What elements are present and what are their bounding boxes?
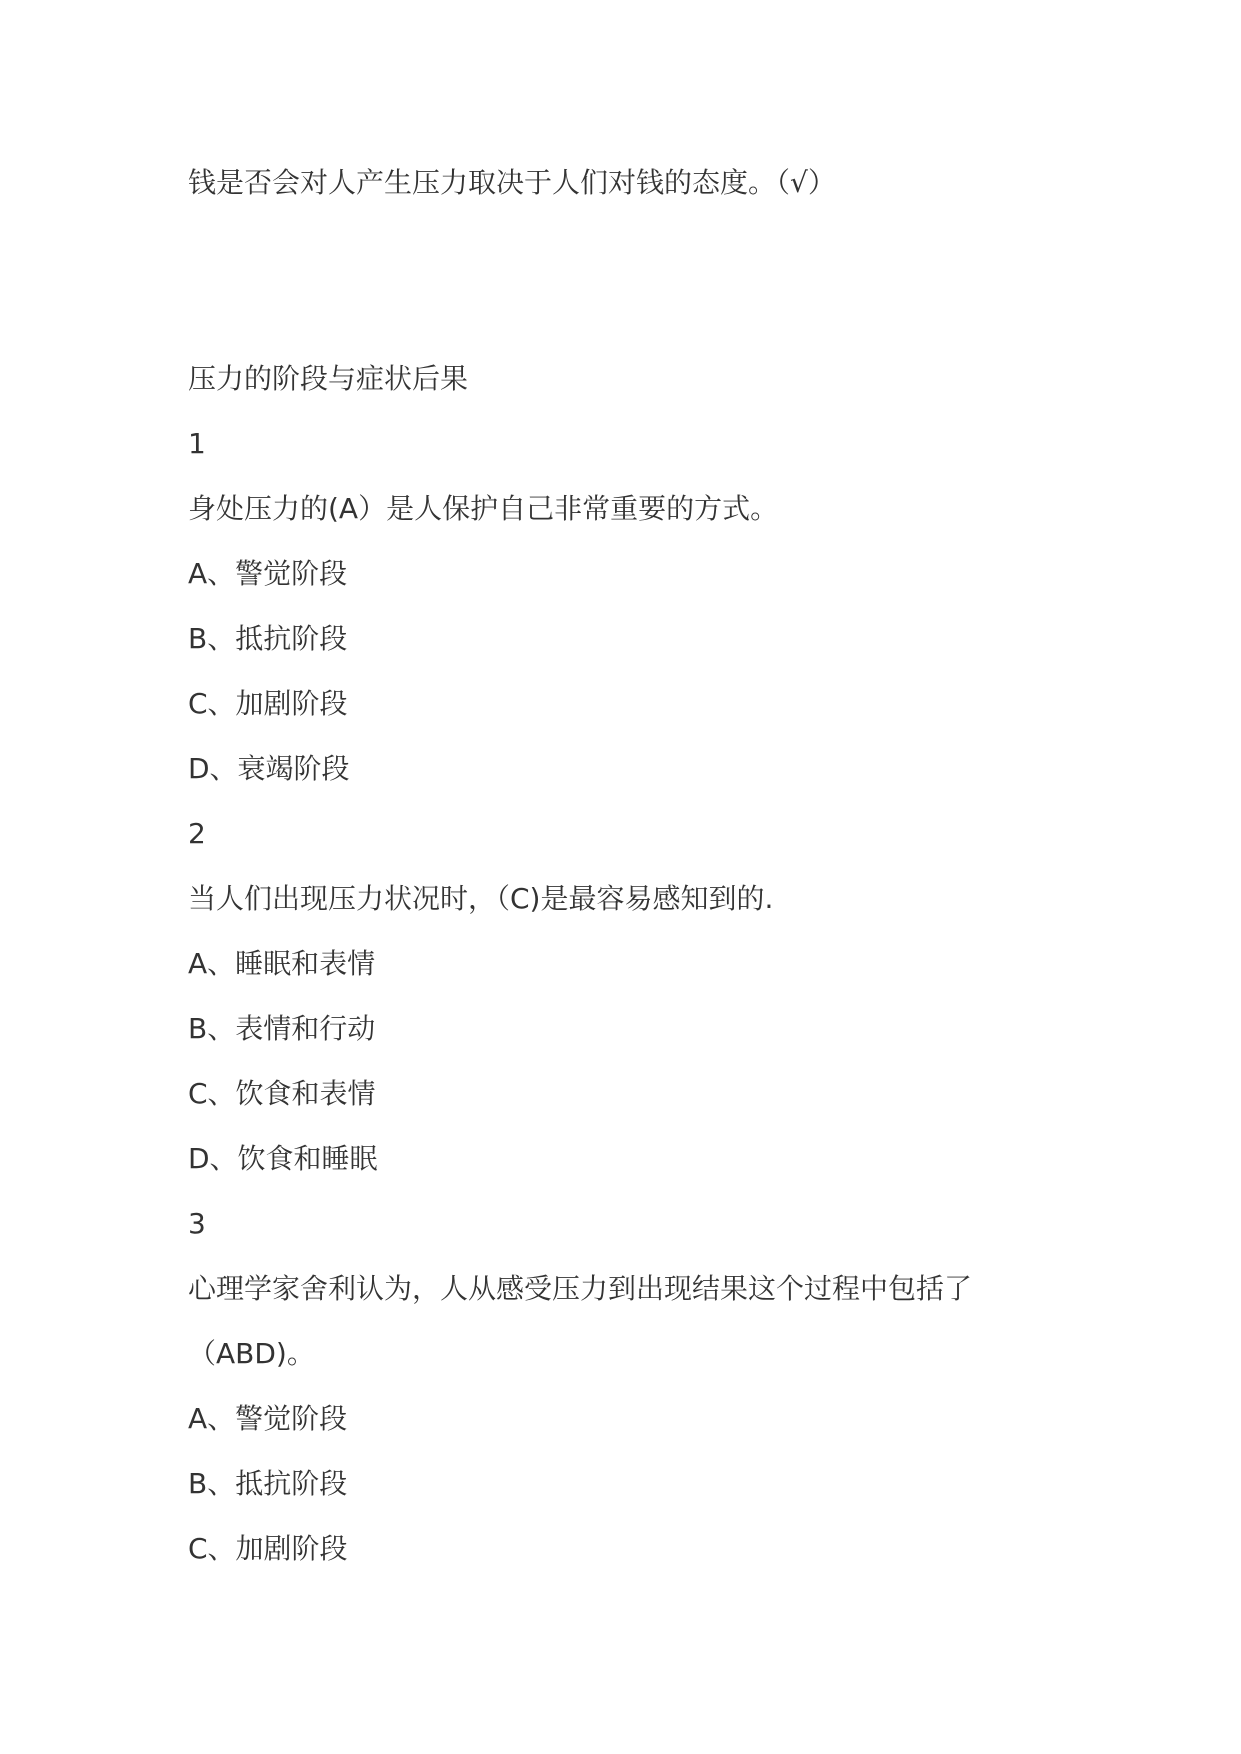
question-text: 心理学家舍利认为，人从感受压力到出现结果这个过程中包括了 [188, 1272, 973, 1305]
question-option: D、饮食和睡眠 [188, 1142, 378, 1175]
question-option: C、饮食和表情 [188, 1077, 376, 1110]
question-number: 3 [188, 1207, 206, 1240]
intro-statement: 钱是否会对人产生压力取决于人们对钱的态度。（√） [188, 166, 836, 199]
question-option: B、表情和行动 [188, 1012, 376, 1045]
question-text: 身处压力的(A）是人保护自己非常重要的方式。 [188, 492, 779, 525]
question-option: B、抵抗阶段 [188, 622, 348, 655]
question-number: 1 [188, 427, 206, 460]
question-option: A、警觉阶段 [188, 1402, 348, 1435]
question-option: A、警觉阶段 [188, 557, 348, 590]
question-text: 当人们出现压力状况时，（C)是最容易感知到的. [188, 882, 774, 915]
question-option: D、衰竭阶段 [188, 752, 350, 785]
question-option: B、抵抗阶段 [188, 1467, 348, 1500]
question-text-continued: （ABD)。 [188, 1337, 315, 1370]
question-option: C、加剧阶段 [188, 1532, 348, 1565]
question-option: A、睡眠和表情 [188, 947, 376, 980]
section-title: 压力的阶段与症状后果 [188, 362, 469, 395]
question-option: C、加剧阶段 [188, 687, 348, 720]
question-number: 2 [188, 817, 206, 850]
